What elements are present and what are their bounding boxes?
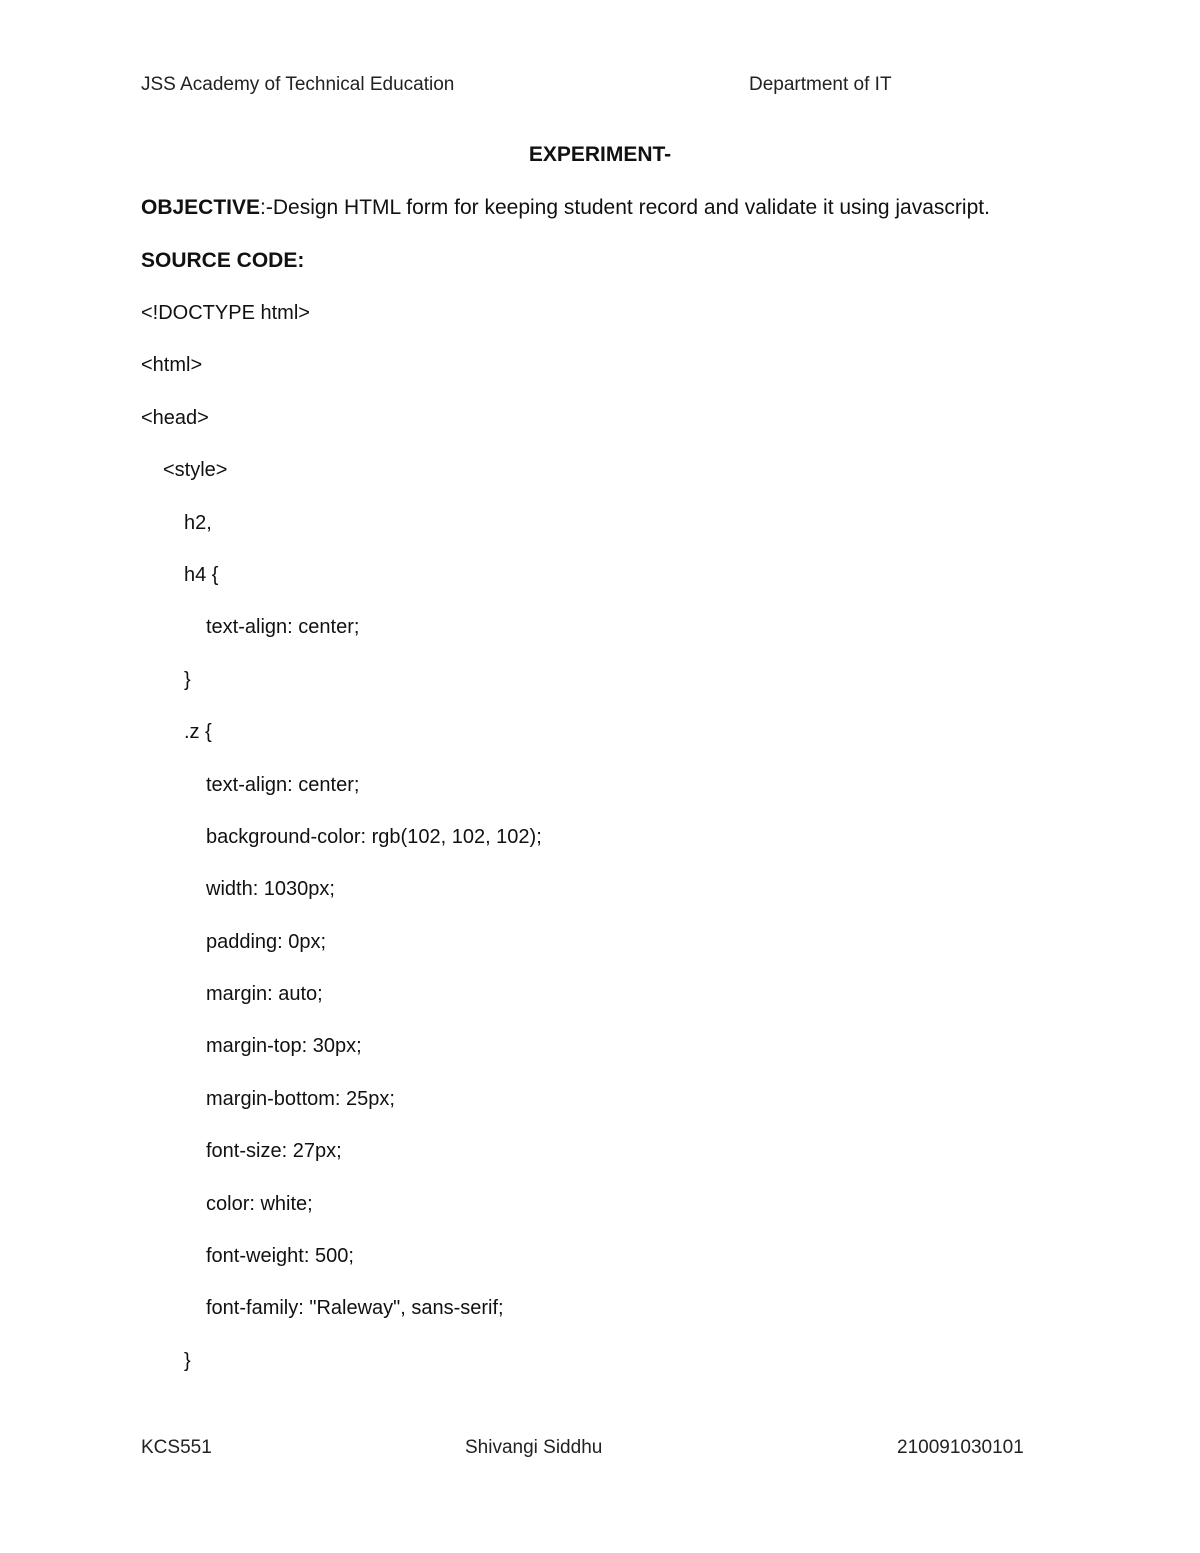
code-line: margin-top: 30px; [206, 1035, 362, 1058]
code-line: } [184, 1349, 191, 1372]
code-line: <style> [163, 459, 228, 482]
code-line: .z { [184, 721, 212, 744]
footer-author: Shivangi Siddhu [465, 1437, 603, 1458]
footer-roll-number: 210091030101 [897, 1437, 1024, 1458]
code-line: text-align: center; [206, 773, 360, 796]
code-line: padding: 0px; [206, 930, 327, 953]
code-line: color: white; [206, 1192, 313, 1215]
header-department: Department of IT [749, 74, 892, 95]
footer-course-code: KCS551 [141, 1437, 212, 1458]
code-line: margin: auto; [206, 983, 323, 1006]
code-line: <html> [141, 354, 203, 377]
code-line: <head> [141, 406, 209, 429]
objective [141, 196, 990, 220]
objective-label: OBJECTIVE [141, 196, 261, 219]
code-line: margin-bottom: 25px; [206, 1087, 395, 1110]
code-listing [0, 301, 1200, 1401]
objective-text: :-Design HTML form for keeping student record and validate it using javascript. [260, 196, 990, 219]
code-line: h4 { [184, 563, 219, 586]
code-line: font-family: "Raleway", sans-serif; [206, 1297, 504, 1320]
code-line: h2, [184, 511, 212, 534]
code-line: text-align: center; [206, 616, 360, 639]
header-institution: JSS Academy of Technical Education [141, 74, 455, 95]
code-line: background-color: rgb(102, 102, 102); [206, 825, 542, 848]
experiment-title: EXPERIMENT- [528, 143, 672, 166]
code-line: font-weight: 500; [206, 1245, 354, 1268]
code-line: width: 1030px; [206, 878, 335, 901]
source-code-heading: SOURCE CODE: [141, 249, 305, 272]
code-line: <!DOCTYPE html> [141, 302, 310, 324]
code-line: font-size: 27px; [206, 1140, 342, 1163]
code-line: } [184, 668, 191, 691]
